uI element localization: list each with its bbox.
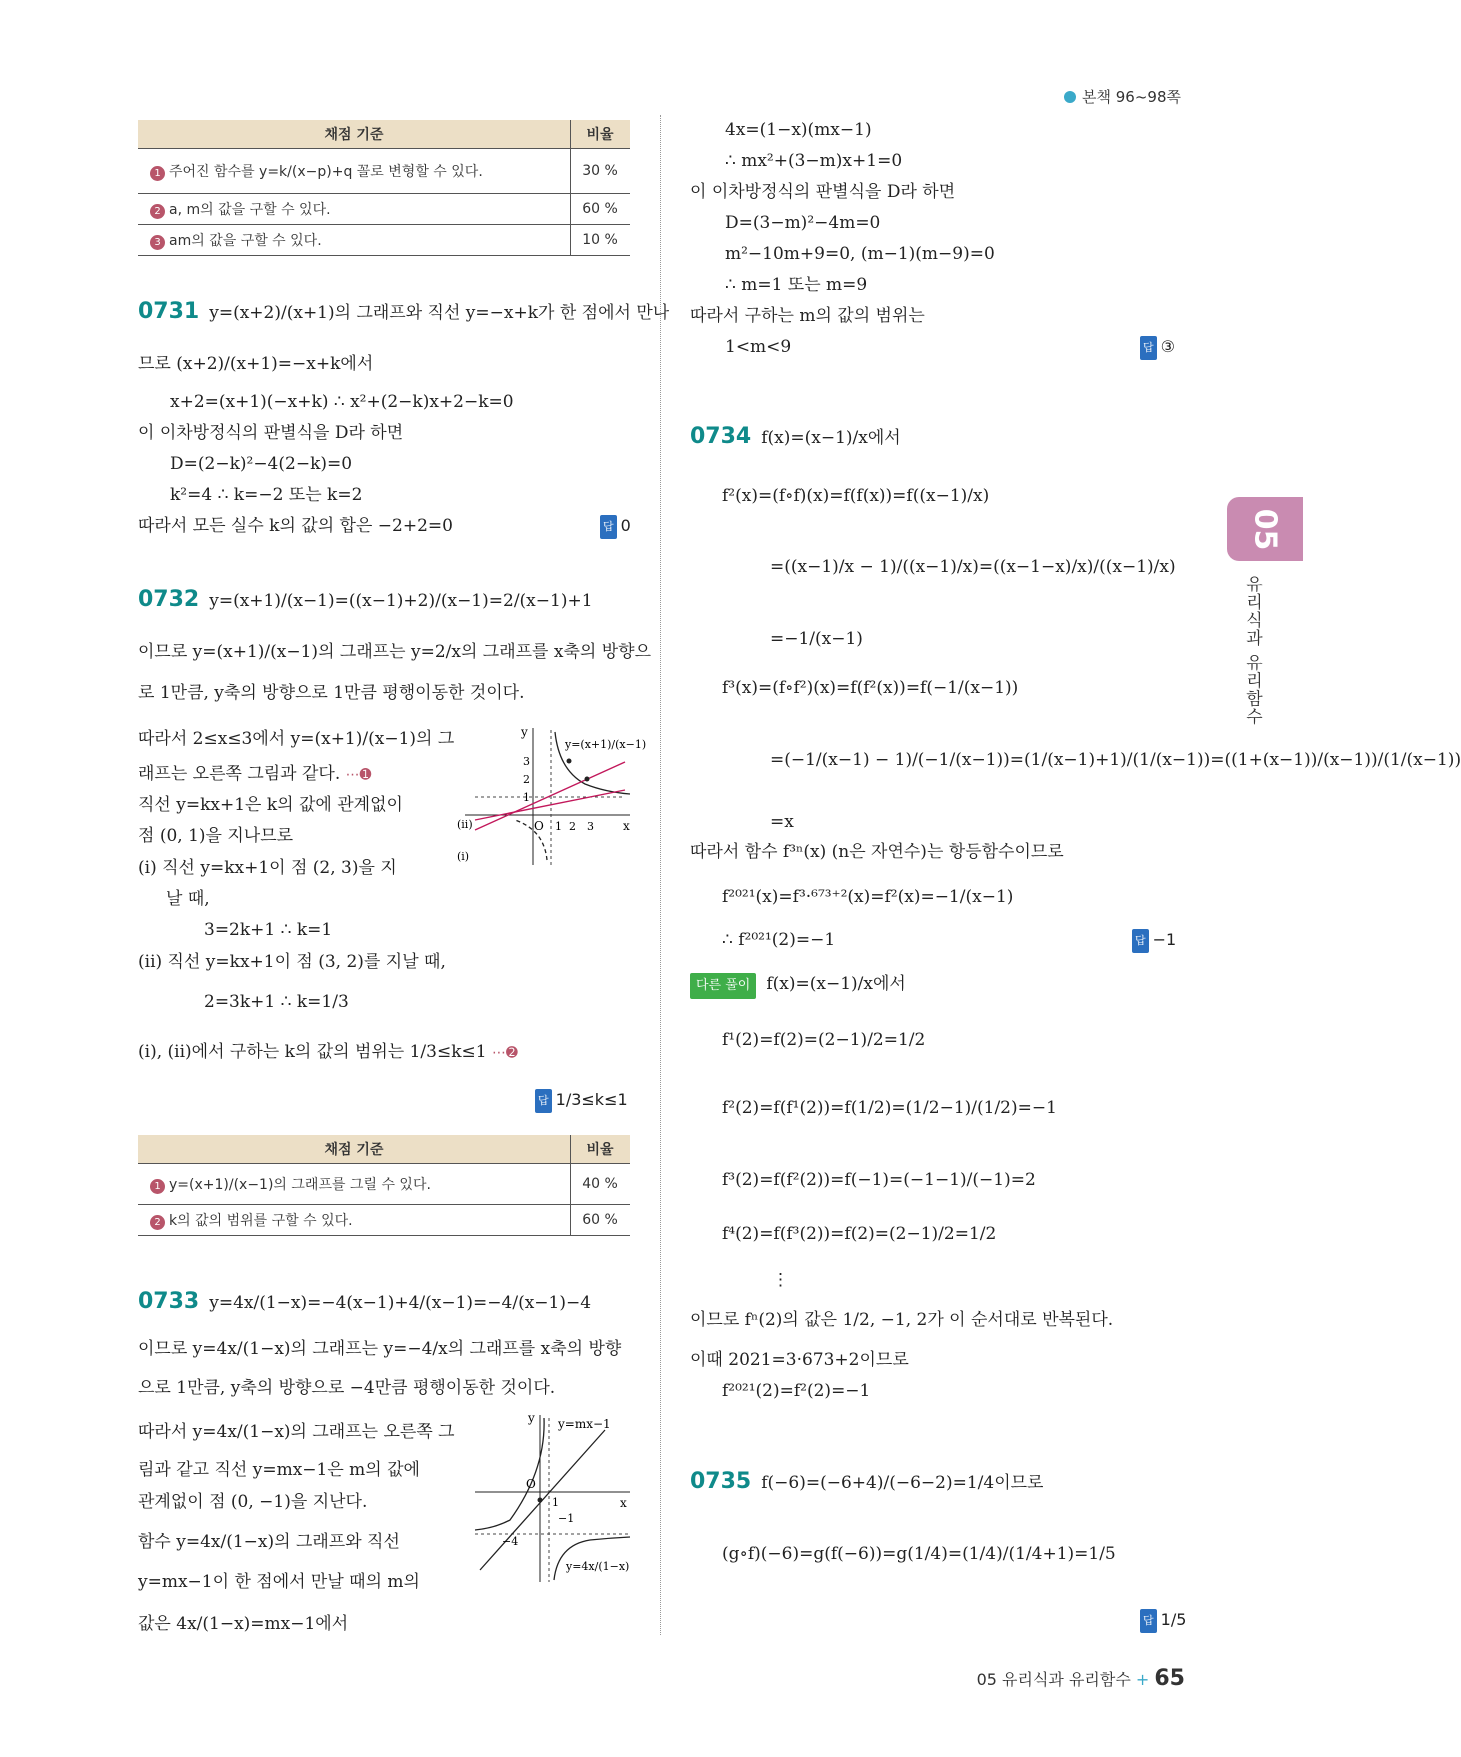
svg-text:(i): (i)	[457, 850, 470, 863]
svg-text:O: O	[534, 819, 544, 833]
answer-0732: 답 1/3≤k≤1	[535, 1088, 628, 1113]
svg-text:−1: −1	[558, 1512, 575, 1525]
page-reference: 본책 96~98쪽	[1064, 86, 1181, 107]
graph-0732	[455, 720, 647, 870]
svg-text:y: y	[528, 1411, 535, 1425]
svg-text:(ii): (ii)	[457, 818, 473, 831]
grading-table-1: 채점 기준 비율 1 주어진 함수를 y=k/(x−p)+q 꼴로 변형할 수 있다. 30 % 2 a, m의 값을 구할 수 있다. 60 % 3 am의 값을 구할 수 있다. 10 %	[138, 120, 630, 256]
svg-text:O: O	[526, 1477, 536, 1491]
svg-text:2: 2	[569, 820, 576, 833]
answer-0735: 답 1/5	[1140, 1608, 1186, 1633]
page-number: 65	[1154, 1666, 1185, 1691]
svg-text:1: 1	[555, 820, 562, 833]
answer-0733: 답 ③	[1140, 335, 1175, 360]
svg-text:x: x	[620, 1496, 627, 1510]
chapter-tab-title: 유리식과 유리함수	[1242, 575, 1262, 726]
svg-text:y: y	[521, 725, 528, 739]
grading-table-2: 채점 기준 비율 1 y=(x+1)/(x−1)의 그래프를 그릴 수 있다. 40 % 2 k의 값의 범위를 구할 수 있다. 60 %	[138, 1135, 630, 1236]
page-footer: 05 유리식과 유리함수 + 65	[976, 1666, 1185, 1691]
svg-text:y=4x/(1−x): y=4x/(1−x)	[566, 1560, 630, 1573]
svg-text:1: 1	[552, 1496, 559, 1509]
svg-text:3: 3	[523, 755, 530, 768]
svg-text:x: x	[623, 819, 630, 833]
svg-text:1: 1	[523, 791, 530, 804]
table-row: 2 a, m의 값을 구할 수 있다. 60 %	[138, 194, 630, 225]
table-row: 2 k의 값의 범위를 구할 수 있다. 60 %	[138, 1205, 630, 1236]
svg-text:−4: −4	[502, 1535, 519, 1548]
graph-0733	[470, 1410, 640, 1585]
alt-solution-badge: 다른 풀이	[690, 973, 756, 999]
svg-text:2: 2	[523, 773, 530, 786]
book-icon	[1064, 91, 1076, 103]
svg-text:3: 3	[587, 820, 594, 833]
table-row: 3 am의 값을 구할 수 있다. 10 %	[138, 225, 630, 256]
answer-0731: 답 0	[600, 514, 631, 539]
answer-0734: 답 −1	[1132, 928, 1176, 953]
table-row: 1 y=(x+1)/(x−1)의 그래프를 그릴 수 있다. 40 %	[138, 1164, 630, 1205]
svg-text:y=(x+1)/(x−1): y=(x+1)/(x−1)	[565, 738, 647, 751]
chapter-tab: 05	[1227, 497, 1303, 561]
column-divider	[660, 115, 661, 1635]
svg-text:y=mx−1: y=mx−1	[558, 1417, 611, 1431]
table-row: 1 주어진 함수를 y=k/(x−p)+q 꼴로 변형할 수 있다. 30 %	[138, 149, 630, 194]
